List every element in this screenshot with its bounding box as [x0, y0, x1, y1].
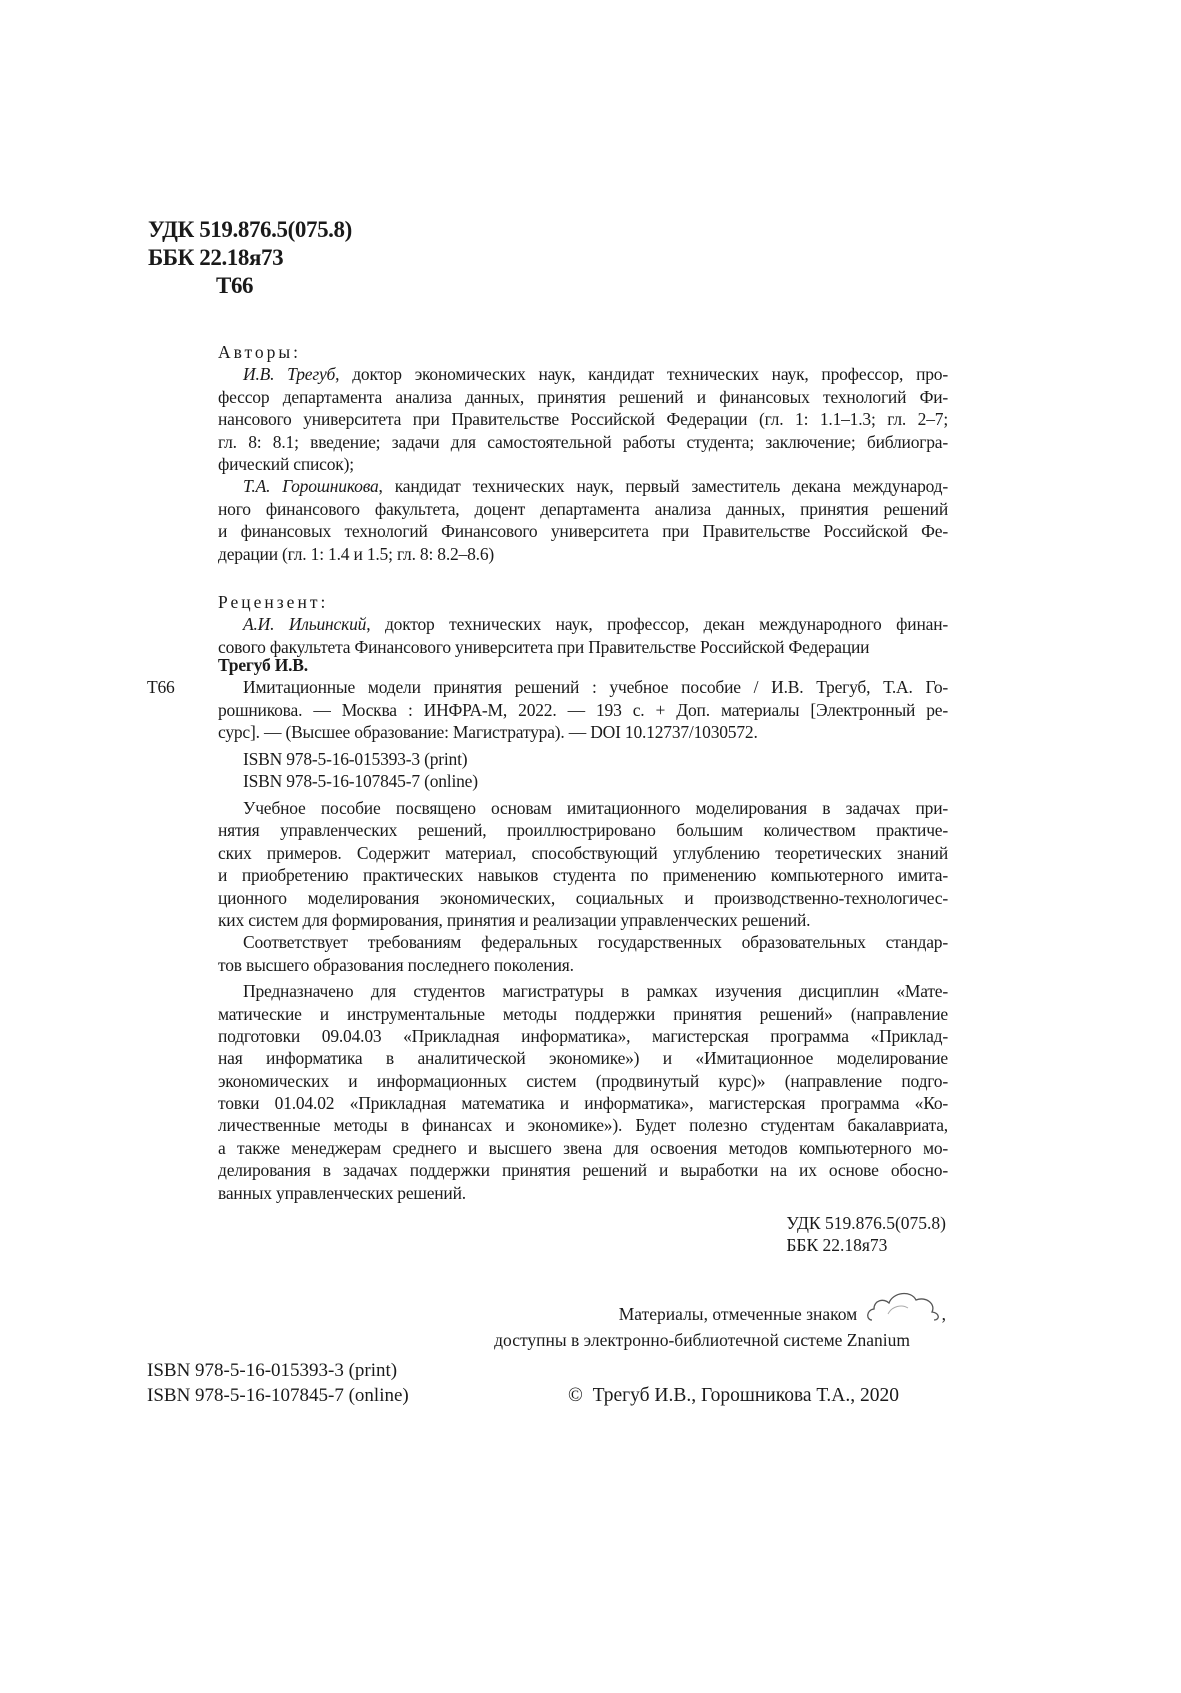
authors-section — [218, 341, 948, 565]
isbn-print: ISBN 978-5-16-015393-3 (print) — [147, 1360, 398, 1381]
isbn-online: ISBN 978-5-16-107845-7 (online) — [243, 770, 478, 791]
text-line: Предназначено для студентов магистратуры в рамках изучения дисциплин «Мате- — [243, 981, 948, 1002]
text-line: и приобретению практических навыков студента по применению компьютерного имита- — [218, 865, 948, 886]
bib-mark: Т66 — [147, 677, 175, 697]
text-line: Соответствует требованиям федеральных государственных образовательных стандар- — [243, 932, 948, 953]
text-line: Имитационные модели принятия решений : учебное пособие / И.В. Трегуб, Т.А. Го- — [243, 677, 948, 698]
text-line: фический список); — [218, 453, 354, 474]
text-line: ких систем для формирования, принятия и реализации управленческих решений. — [218, 909, 811, 930]
text-line: ционного моделирования экономических, социальных и производственно-технологичес- — [218, 887, 948, 908]
text: , кандидат технических наук, первый заместитель декана международ- — [378, 476, 949, 497]
reviewer-name: А.И. Ильинский — [243, 614, 367, 635]
reviewer-heading: Рецензент: — [218, 592, 329, 612]
text-line: а также менеджерам среднего и высшего звена для освоения методов компьютерного мо- — [218, 1137, 948, 1158]
bib-author: Трегуб И.В. — [218, 655, 308, 675]
text-line: рошникова. — Москва : ИНФРА-М, 2022. — 193 с. + Доп. материалы [Электронный ре- — [218, 699, 948, 720]
udk-code: УДК 519.876.5(075.8) — [148, 217, 352, 242]
authors-heading: Авторы: — [218, 342, 302, 362]
copyright: © Трегуб И.В., Горошникова Т.А., 2020 — [568, 1385, 899, 1406]
comma: , — [941, 1304, 946, 1324]
author-1-line — [218, 363, 948, 385]
text-line: подготовки 09.04.03 «Прикладная информатика», магистерская программа «Приклад- — [218, 1025, 948, 1046]
text-line: экономических и информационных систем (продвинутый курс)» (направление подго- — [218, 1070, 948, 1091]
text-line: ванных управленческих решений. — [218, 1182, 466, 1203]
text-line: товки 01.04.02 «Прикладная математика и информатика», магистерская программа «Ко- — [218, 1093, 948, 1114]
text-line: фессор департамента анализа данных, принятия решений и финансовых технологий Фи- — [218, 386, 948, 407]
bbk-code: ББК 22.18я73 — [786, 1235, 888, 1256]
abstract-codes — [218, 1212, 948, 1257]
text: , доктор экономических наук, кандидат технических наук, профессор, про- — [335, 364, 948, 385]
footer-isbn — [147, 1358, 409, 1408]
text-line: сурс]. — (Высшее образование: Магистратура). — DOI 10.12737/1030572. — [218, 722, 758, 743]
text-line: ного финансового факультета, доцент департамента анализа данных, принятия решений — [218, 498, 948, 519]
text: , доктор технических наук, профессор, декан международного финан- — [366, 614, 948, 635]
materials-text-2: доступны в электронно-библиотечной системе Znanium — [494, 1330, 910, 1350]
author-1-name: И.В. Трегуб — [243, 364, 336, 385]
reviewer-line — [218, 613, 948, 635]
text-line: Учебное пособие посвящено основам имитационного моделирования в задачах при- — [243, 798, 948, 818]
text-line: тов высшего образования последнего поколения. — [218, 954, 574, 975]
text-line: матические и инструментальные методы поддержки принятия решений» (направление — [218, 1003, 948, 1024]
text-line: нансового университета при Правительстве Российской Федерации (гл. 1: 1.1–1.3; гл. 2–7; — [218, 409, 948, 430]
abstract — [218, 797, 948, 1257]
bibliographic-record — [218, 654, 948, 792]
text-line: гл. 8: 8.1; введение; задачи для самостоятельной работы студента; заключение; библиогра- — [218, 431, 948, 452]
text-line: личественные методы в финансах и экономике»). Будет полезно студентам бакалавриата, — [218, 1115, 948, 1136]
materials-note — [450, 1288, 950, 1353]
text-line: ских примеров. Содержит материал, способствующий углублению теоретических знаний — [218, 842, 948, 863]
isbn-online: ISBN 978-5-16-107845-7 (online) — [147, 1385, 409, 1406]
bbk-code: ББК 22.18я73 — [148, 245, 284, 270]
cloud-icon — [866, 1288, 942, 1324]
author-2-line — [218, 475, 948, 497]
classification-codes — [148, 216, 352, 300]
author-2-name: Т.А. Горошникова — [243, 476, 379, 497]
udk-code: УДК 519.876.5(075.8) — [786, 1213, 946, 1234]
text-line: и финансовых технологий Финансового университета при Правительстве Российской Фе- — [218, 521, 948, 542]
text-line: дерации (гл. 1: 1.4 и 1.5; гл. 8: 8.2–8.6) — [218, 543, 495, 564]
text-line: сового факультета Финансового университета при Правительстве Российской Федерации — [218, 636, 870, 657]
text-line: делирования в задачах поддержки принятия решений и выработки на их основе обосно- — [218, 1160, 948, 1181]
reviewer-section — [218, 591, 948, 658]
materials-text: Материалы, отмеченные знаком — [618, 1304, 858, 1324]
text-line: нятия управленческих решений, проиллюстрировано большим количеством практиче- — [218, 820, 948, 841]
author-mark: Т66 — [216, 273, 254, 298]
text-line: ная информатика в аналитической экономике») и «Имитационное моделирование — [218, 1048, 948, 1069]
isbn-print: ISBN 978-5-16-015393-3 (print) — [243, 748, 468, 769]
